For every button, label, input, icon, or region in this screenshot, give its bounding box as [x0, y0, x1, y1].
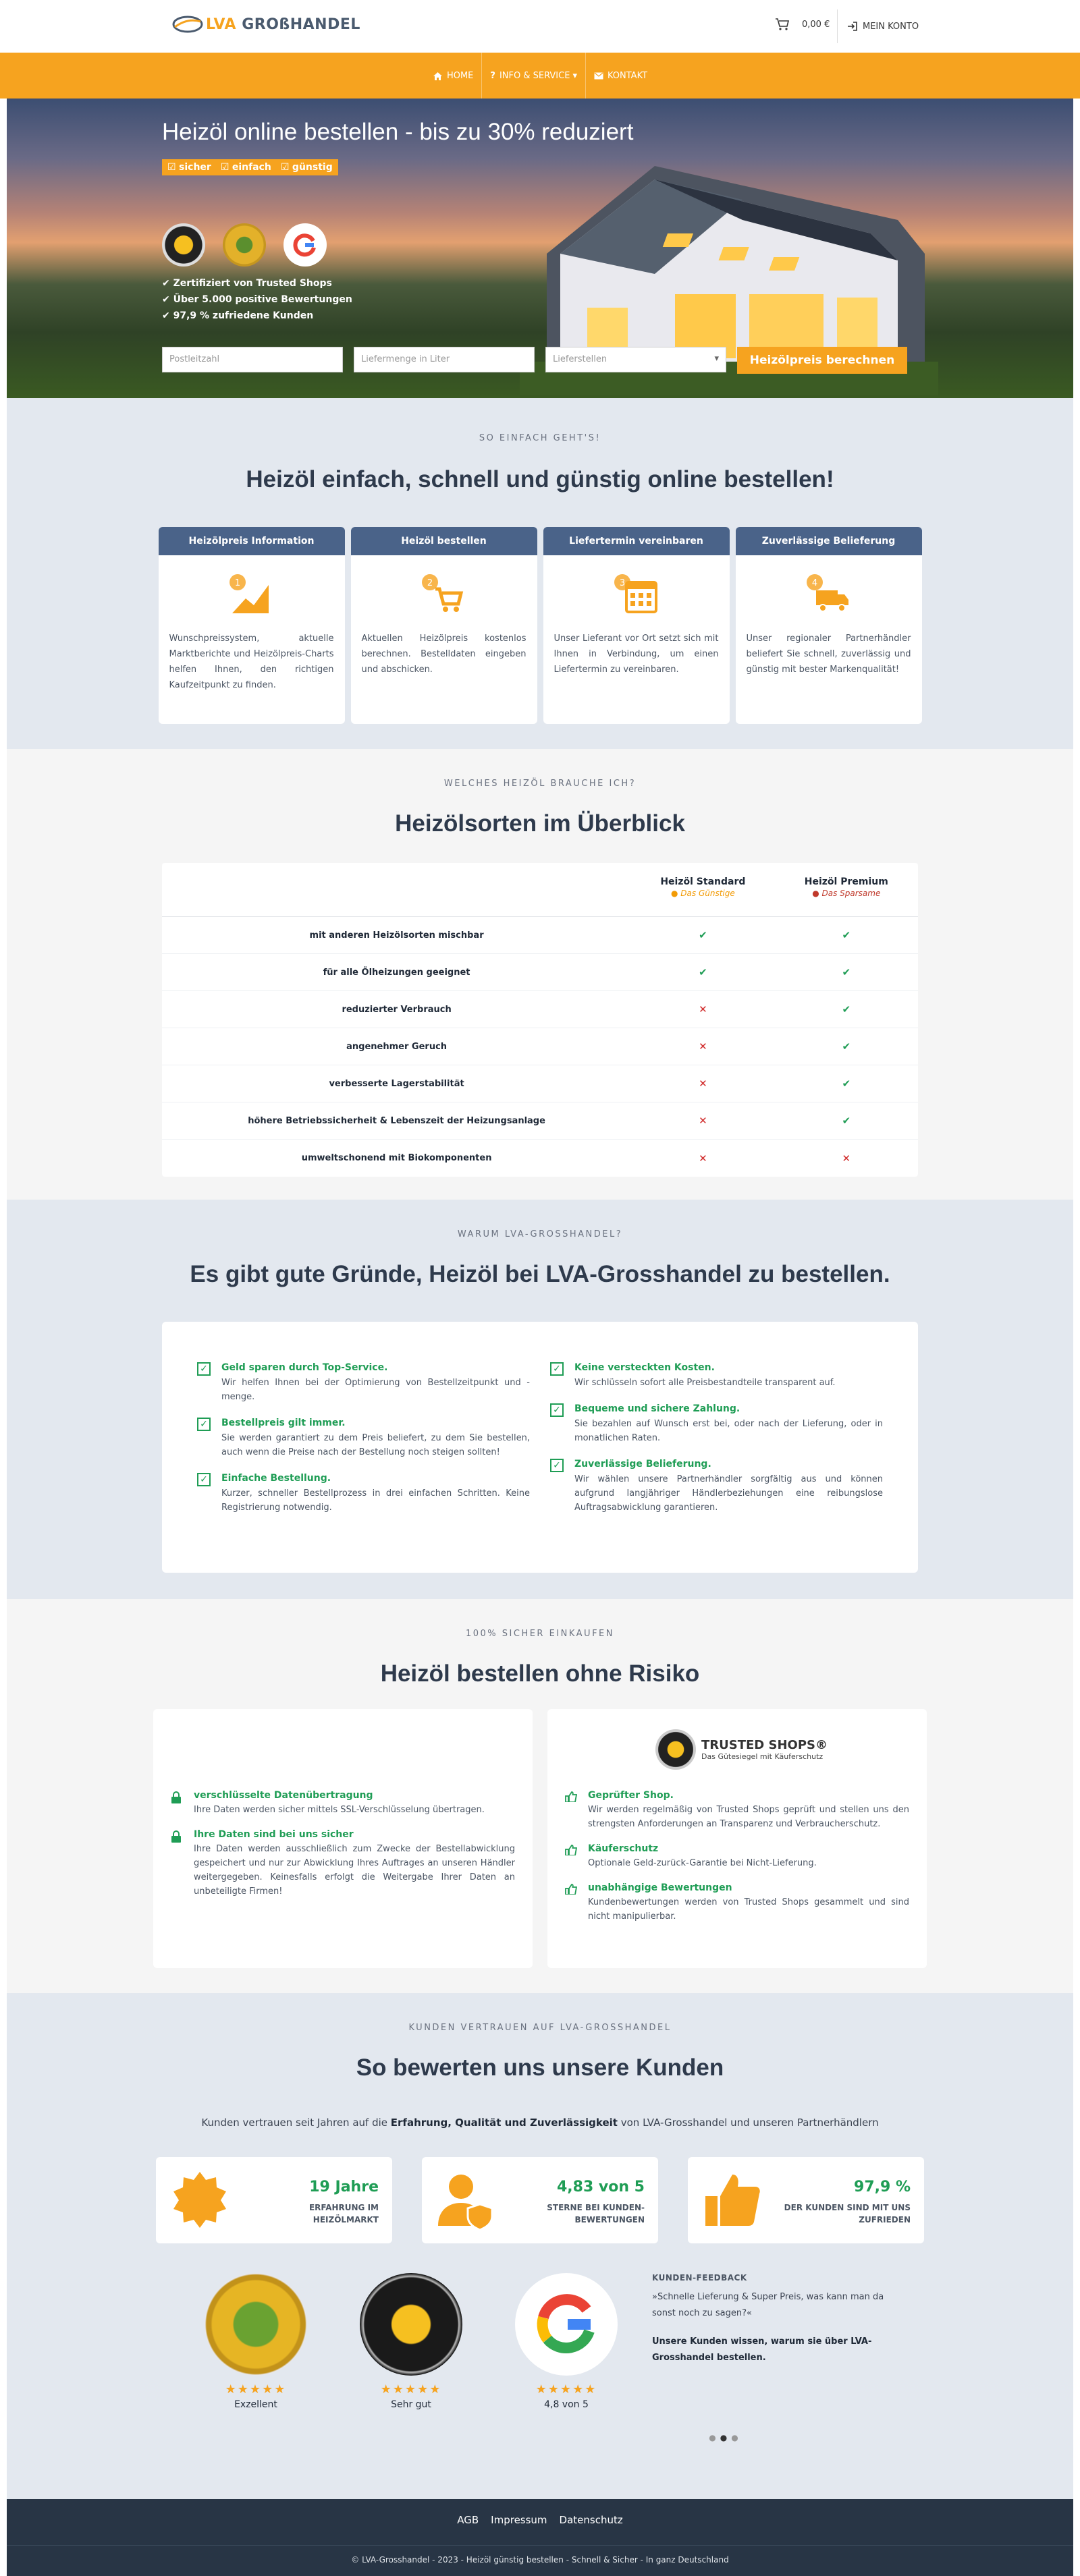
drop-icon: ● — [670, 889, 678, 898]
step-cards — [7, 527, 1073, 724]
user-shield-icon — [435, 2169, 496, 2233]
star-rating: ★★★★★ — [535, 2382, 597, 2397]
delivery-points-select[interactable]: Lieferstellen ▾ — [545, 347, 726, 372]
footer-link-datenschutz[interactable]: Datenschutz — [559, 2514, 623, 2526]
oil-sorts-section — [7, 749, 1073, 1200]
reasons-left — [197, 1362, 530, 1573]
footer-link-agb[interactable]: AGB — [457, 2514, 479, 2526]
hero-banner — [7, 99, 1073, 398]
logo-swoosh-icon — [172, 15, 203, 34]
trusted-shops-card — [547, 1709, 927, 1968]
column-standard: Heizöl Standard ● Das Günstige — [660, 876, 746, 898]
section-title: Es gibt gute Gründe, Heizöl bei LVA-Grosshandel zu bestellen. — [190, 1261, 890, 1287]
feature-label: höhere Betriebssicherheit & Lebenszeit der Heizungsanlage — [248, 1115, 545, 1126]
trusted-shops-brand[interactable]: TRUSTED SHOPS® Das Gütesiegel mit Käuferschutz — [655, 1729, 828, 1770]
badge-guenstig: ☑ günstig — [281, 162, 333, 173]
check-item: ✔ 97,9 % zufriedene Kunden — [162, 308, 352, 324]
footer-link-impressum[interactable]: Impressum — [491, 2514, 547, 2526]
section-kicker: KUNDEN VERTRAUEN AUF LVA-GROSSHANDEL — [408, 2023, 672, 2033]
seal-label: Exzellent — [234, 2399, 277, 2410]
carousel-dots[interactable]: ●●● — [709, 2433, 742, 2442]
check-icon: ✔ — [842, 1077, 851, 1090]
check-icon: ✔ — [842, 966, 851, 978]
hero-checks — [162, 275, 352, 324]
svg-text:3: 3 — [619, 578, 625, 588]
reason-item: ✓ Bestellpreis gilt immer. Sie werden garantiert zu dem Preis beliefert, zu dem Sie bestellen, auch wenn die Preise nach der Bestellung noch steigen sollten! — [197, 1418, 530, 1459]
step-card-text: Unser regionaler Partnerhändler beliefert Sie schnell, zuverlässig und günstig mit bester Markenqualität! — [746, 634, 911, 675]
check-icon: ✔ — [842, 1003, 851, 1015]
chart-icon — [159, 561, 345, 628]
question-icon: ? — [490, 70, 495, 81]
section-title: Heizöl bestellen ohne Risiko — [380, 1660, 700, 1687]
chevron-down-icon: ▾ — [572, 70, 577, 81]
stat-card-experience: 19 Jahre ERFAHRUNG IM HEIZÖLMARKT — [156, 2157, 392, 2243]
cart-link[interactable] — [775, 18, 830, 31]
drop-icon: ● — [812, 889, 819, 898]
reasons-right — [550, 1362, 883, 1573]
cart-icon — [351, 561, 537, 628]
feature-label: angenehmer Geruch — [346, 1041, 448, 1052]
account-link[interactable] — [837, 9, 919, 43]
lock-icon — [171, 1829, 186, 1899]
risk-item: verschlüsselte Datenübertragung Ihre Daten werden sicher mittels SSL-Verschlüsselung übertragen. — [171, 1790, 515, 1817]
step-card-title: Heizölpreis Information — [159, 527, 345, 555]
checkbox-icon: ✓ — [550, 1362, 564, 1376]
table-row — [162, 917, 918, 954]
reason-item: ✓ Keine versteckten Kosten. Wir schlüsseln sofort alle Preisbestandteile transparent auf. — [550, 1362, 883, 1390]
check-icon: ✔ — [699, 966, 707, 978]
seal-label: Sehr gut — [391, 2399, 431, 2410]
thumbs-up-icon — [565, 1882, 580, 1924]
checkbox-icon: ✓ — [550, 1403, 564, 1417]
reasons-box — [162, 1322, 918, 1573]
calculate-price-button[interactable]: Heizölpreis berechnen — [737, 347, 907, 374]
cart-icon — [775, 18, 790, 31]
feature-label: verbesserte Lagerstabilität — [329, 1078, 464, 1089]
step-card-text: Unser Lieferant vor Ort setzt sich mit Ihnen in Verbindung, um einen Liefertermin zu vereinbaren. — [554, 634, 719, 675]
truck-icon — [736, 561, 922, 628]
step-card-title: Zuverlässige Belieferung — [736, 527, 922, 555]
reason-item: ✓ Bequeme und sichere Zahlung. Sie bezahlen auf Wunsch erst bei, oder nach der Lieferung, oder in monatlichen Raten. — [550, 1403, 883, 1445]
steps-section — [7, 398, 1073, 749]
cross-icon: ✕ — [699, 1077, 707, 1090]
seal-label: 4,8 von 5 — [544, 2399, 589, 2410]
cross-icon: ✕ — [842, 1152, 851, 1165]
table-row — [162, 1065, 918, 1102]
checkbox-icon: ✓ — [197, 1418, 211, 1431]
feature-label: reduzierter Verbrauch — [342, 1004, 452, 1015]
check-icon: ✔ — [699, 929, 707, 941]
svg-text:4: 4 — [811, 578, 817, 588]
check-icon: ✔ — [842, 1115, 851, 1127]
price-form — [162, 347, 907, 374]
trusted-shops-guarantee[interactable] — [333, 2273, 489, 2410]
svg-text:2: 2 — [427, 578, 433, 588]
trusted-shops-seal-icon[interactable] — [162, 223, 205, 267]
section-kicker: SO EINFACH GEHT'S! — [479, 433, 601, 443]
check-item: ✔ Über 5.000 positive Bewertungen — [162, 291, 352, 308]
nav-info-service[interactable]: ? INFO & SERVICE ▾ — [481, 53, 585, 99]
table-row — [162, 1028, 918, 1065]
risk-item: unabhängige Bewertungen Kundenbewertungen werden von Trusted Shops gesammelt und sind nicht manipulierbar. — [565, 1882, 909, 1924]
google-logo-icon — [515, 2273, 618, 2376]
step-card-title: Heizöl bestellen — [351, 527, 537, 555]
checkbox-icon: ✓ — [550, 1459, 564, 1472]
section-kicker: 100% SICHER EINKAUFEN — [465, 1629, 614, 1639]
trusted-shops-logo-icon — [655, 1729, 696, 1770]
table-row — [162, 954, 918, 991]
check-item: ✔ Zertifiziert von Trusted Shops — [162, 275, 352, 291]
amount-input[interactable]: Liefermenge in Liter — [354, 347, 535, 372]
account-label: MEIN KONTO — [863, 21, 919, 32]
ekomi-award[interactable] — [178, 2273, 333, 2410]
reason-item: ✓ Einfache Bestellung. Kurzer, schneller Bestellprozess in drei einfachen Schritten. Keine Registrierung notwendig. — [197, 1473, 530, 1515]
reasons-section — [7, 1200, 1073, 1599]
main-nav — [0, 53, 1080, 99]
footer-copyright: © LVA-Grosshandel - 2023 - Heizöl günstig bestellen - Schnell & Sicher - In ganz Deutschland — [7, 2545, 1073, 2572]
logo-text: LVA GROßHANDEL — [206, 16, 360, 33]
step-card — [543, 527, 730, 724]
section-title: Heizöl einfach, schnell und günstig online bestellen! — [246, 466, 834, 493]
thumbs-up-icon — [565, 1790, 580, 1831]
svg-text:1: 1 — [234, 578, 240, 588]
star-rating: ★★★★★ — [225, 2382, 287, 2397]
cross-icon: ✕ — [699, 1003, 707, 1015]
home-icon — [433, 72, 443, 80]
google-seal-icon[interactable] — [284, 223, 327, 267]
lock-icon — [171, 1790, 186, 1817]
check-icon: ✔ — [842, 929, 851, 941]
section-kicker: WELCHES HEIZÖL BRAUCHE ICH? — [443, 779, 637, 789]
login-icon — [847, 21, 858, 32]
feature-label: für alle Ölheizungen geeignet — [323, 967, 470, 978]
section-title: Heizölsorten im Überblick — [395, 810, 685, 837]
star-rating: ★★★★★ — [380, 2382, 442, 2397]
check-icon: ✔ — [842, 1040, 851, 1053]
cross-icon: ✕ — [699, 1040, 707, 1053]
column-premium: Heizöl Premium ● Das Sparsame — [804, 876, 888, 898]
hero-badges — [162, 159, 338, 175]
ratings-section — [7, 1993, 1073, 2499]
trust-seals-row — [7, 2273, 1073, 2410]
cross-icon: ✕ — [699, 1115, 707, 1127]
step-card-text: Aktuellen Heizölpreis kostenlos berechnen. Bestelldaten eingeben und abschicken. — [361, 634, 526, 675]
oil-comparison-table — [162, 863, 918, 1177]
stat-cards — [7, 2157, 1073, 2243]
trusted-shops-seal-icon — [360, 2273, 462, 2376]
thumbs-up-icon — [565, 1843, 580, 1870]
envelope-icon — [594, 72, 603, 80]
reason-item: ✓ Geld sparen durch Top-Service. Wir helfen Ihnen bei der Optimierung von Bestellzeitpunkt und -menge. — [197, 1362, 530, 1404]
cross-icon: ✕ — [699, 1152, 707, 1165]
calendar-icon — [543, 561, 730, 628]
step-card-title: Liefertermin vereinbaren — [543, 527, 730, 555]
section-title: So bewerten uns unsere Kunden — [356, 2054, 724, 2081]
risk-section — [7, 1599, 1073, 1993]
step-card — [351, 527, 537, 724]
stat-card-satisfaction: 97,9 % DER KUNDEN SIND MIT UNS ZUFRIEDEN — [688, 2157, 924, 2243]
feature-label: mit anderen Heizölsorten mischbar — [309, 930, 484, 941]
footer — [7, 2499, 1073, 2576]
badge-icon — [169, 2169, 230, 2233]
risk-item: Käuferschutz Optionale Geld-zurück-Garantie bei Nicht-Lieferung. — [565, 1843, 909, 1870]
hero-title: Heizöl online bestellen - bis zu 30% reduziert — [162, 119, 634, 145]
logo[interactable] — [172, 15, 360, 34]
risk-item: Geprüfter Shop. Wir werden regelmäßig von Trusted Shops geprüft und stellen uns den strengsten Anforderungen an Transparenz und Verbraucherschutz. — [565, 1790, 909, 1831]
hero-seals — [162, 223, 327, 267]
step-card — [159, 527, 345, 724]
ratings-intro: Kunden vertrauen seit Jahren auf die Erfahrung, Qualität und Zuverlässigkeit von LVA-Grosshandel und unseren Partnerhändlern — [201, 2117, 879, 2129]
nav-kontakt[interactable]: KONTAKT — [585, 53, 655, 99]
table-header — [162, 863, 918, 917]
cart-amount: 0,00 € — [802, 19, 830, 30]
ekomi-seal-icon — [205, 2273, 307, 2376]
ekomi-seal-icon[interactable] — [223, 223, 266, 267]
customer-feedback: KUNDEN-FEEDBACK »Schnelle Lieferung & Super Preis, was kann man da sonst noch zu sagen?« Unsere Kunden wissen, warum sie über LVA-Grosshandel bestellen. — [652, 2273, 884, 2363]
feature-label: umweltschonend mit Biokomponenten — [301, 1153, 492, 1163]
section-kicker: WARUM LVA-GROSSHANDEL? — [457, 1229, 623, 1239]
step-card — [736, 527, 922, 724]
step-card-text: Wunschpreissystem, aktuelle Marktberichte und Heizölpreis-Charts helfen Ihnen, den richtigen Kaufzeitpunkt zu finden. — [169, 634, 334, 690]
table-row — [162, 1102, 918, 1140]
google-rating[interactable] — [489, 2273, 644, 2410]
table-row — [162, 1140, 918, 1177]
badge-sicher: ☑ sicher — [167, 162, 211, 173]
badge-einfach: ☑ einfach — [221, 162, 271, 173]
risk-cards — [7, 1709, 1073, 1968]
stat-card-stars: 4,83 von 5 STERNE BEI KUNDEN-BEWERTUNGEN — [422, 2157, 658, 2243]
risk-item: Ihre Daten sind bei uns sicher Ihre Daten werden ausschließlich zum Zwecke der Bestellabwicklung gespeichert und nur zur Abwicklung Ihres Auftrages an unseren Händler weitergegeben. Keinesfalls erfolgt die Weitergabe Ihrer Daten an unbeteiligte Firmen! — [171, 1829, 515, 1899]
reason-item: ✓ Zuverlässige Belieferung. Wir wählen unsere Partnerhändler sorgfältig aus und können aufgrund langjähriger Händlerbeziehungen eine reibungslose Auftragsabwicklung garantieren. — [550, 1459, 883, 1515]
footer-links — [7, 2499, 1073, 2526]
top-header — [0, 0, 1080, 53]
nav-home[interactable]: HOME — [425, 53, 481, 99]
table-row — [162, 991, 918, 1028]
postcode-input[interactable]: Postleitzahl — [162, 347, 343, 372]
thumbs-up-icon — [701, 2169, 762, 2233]
checkbox-icon: ✓ — [197, 1362, 211, 1376]
security-card — [153, 1709, 533, 1968]
checkbox-icon: ✓ — [197, 1473, 211, 1486]
